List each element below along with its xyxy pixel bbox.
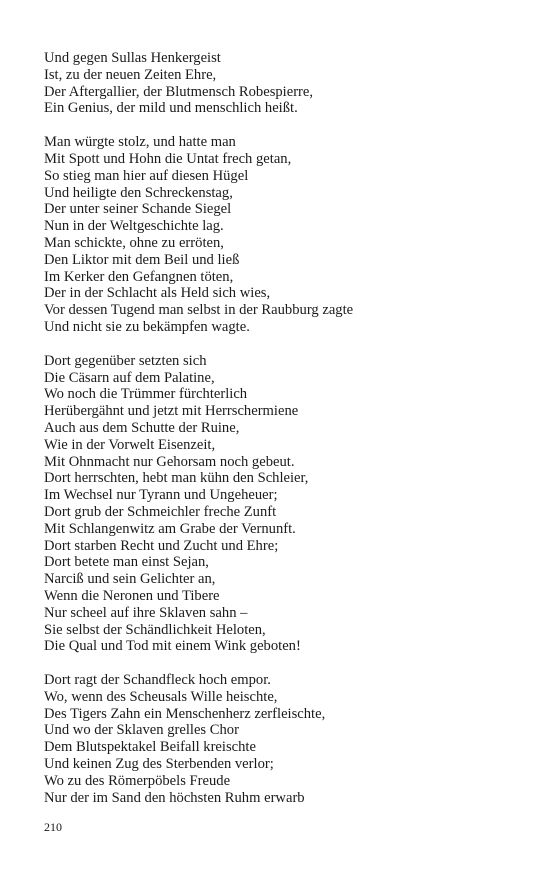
poem-line: Sie selbst der Schändlichkeit Heloten, (44, 621, 266, 638)
poem-line: So stieg man hier auf diesen Hügel (44, 167, 249, 184)
poem-line: Nun in der Weltgeschichte lag. (44, 218, 224, 235)
poem-line: Vor dessen Tugend man selbst in der Raubburg zagte (44, 302, 354, 319)
stanza-1 (44, 50, 514, 117)
poem-line: Mit Schlangenwitz am Grabe der Vernunft. (44, 520, 296, 537)
poem-line: Im Wechsel nur Tyrann und Ungeheuer; (44, 487, 278, 504)
poem-line: Dort starben Recht und Zucht und Ehre; (44, 537, 279, 554)
poem-line: Dem Blutspektakel Beifall kreischte (44, 739, 256, 756)
poem-line: Der unter seiner Schande Siegel (44, 201, 232, 218)
poem-line: Der Aftergallier, der Blutmensch Robespierre, (44, 83, 314, 100)
poem-line: Dort ragt der Schandfleck hoch empor. (44, 672, 271, 689)
poem-line: Die Cäsarn auf dem Palatine, (44, 369, 215, 386)
poem-line: Im Kerker den Gefangnen töten, (44, 268, 234, 285)
poem-line: Dort gegenüber setzten sich (44, 352, 207, 369)
poem-line: Und nicht sie zu bekämpfen wagte. (44, 318, 250, 335)
poem-line: Man würgte stolz, und hatte man (44, 134, 236, 151)
stanza-3 (44, 353, 514, 655)
poem-line: Wo noch die Trümmer fürchterlich (44, 386, 248, 403)
poem-line: Der in der Schlacht als Held sich wies, (44, 285, 271, 302)
poem-line: Narciß und sein Gelichter an, (44, 571, 216, 588)
poem-line: Wo, wenn des Scheusals Wille heischte, (44, 688, 278, 705)
poem-line: Dort grub der Schmeichler freche Zunft (44, 503, 277, 520)
poem-line: Die Qual und Tod mit einem Wink geboten! (44, 638, 301, 655)
poem-line: Ein Genius, der mild und menschlich heißt. (44, 100, 298, 117)
poem-line: Mit Spott und Hohn die Untat frech getan, (44, 150, 292, 167)
poem-line: Man schickte, ohne zu erröten, (44, 234, 224, 251)
poem-line: Wo zu des Römerpöbels Freude (44, 772, 231, 789)
poem-line: Nur scheel auf ihre Sklaven sahn – (44, 604, 248, 621)
poem-line: Mit Ohnmacht nur Gehorsam noch gebeut. (44, 453, 295, 470)
poem-line: Dort betete man einst Sejan, (44, 554, 209, 571)
poem-line: Dort herrschten, hebt man kühn den Schleier, (44, 470, 309, 487)
poem-line: Wie in der Vorwelt Eisenzeit, (44, 436, 216, 453)
poem-line: Nur der im Sand den höchsten Ruhm erwarb (44, 789, 305, 806)
poem-line: Und keinen Zug des Sterbenden verlor; (44, 756, 274, 773)
poem-line: Des Tigers Zahn ein Menschenherz zerfleischte, (44, 705, 326, 722)
poem-line: Wenn die Neronen und Tibere (44, 587, 220, 604)
stanza-2 (44, 134, 514, 336)
poem-line: Herübergähnt und jetzt mit Herrschermiene (44, 403, 299, 420)
poem-line: Und heiligte den Schreckenstag, (44, 184, 233, 201)
poem-line: Und gegen Sullas Henkergeist (44, 50, 221, 66)
page-number: 210 (44, 820, 62, 834)
poem-line: Auch aus dem Schutte der Ruine, (44, 419, 240, 436)
stanza-4 (44, 672, 514, 806)
poem-line: Den Liktor mit dem Beil und ließ (44, 251, 240, 268)
poem-line: Und wo der Sklaven grelles Chor (44, 722, 239, 739)
poem-page (44, 50, 514, 823)
poem-line: Ist, zu der neuen Zeiten Ehre, (44, 66, 217, 83)
